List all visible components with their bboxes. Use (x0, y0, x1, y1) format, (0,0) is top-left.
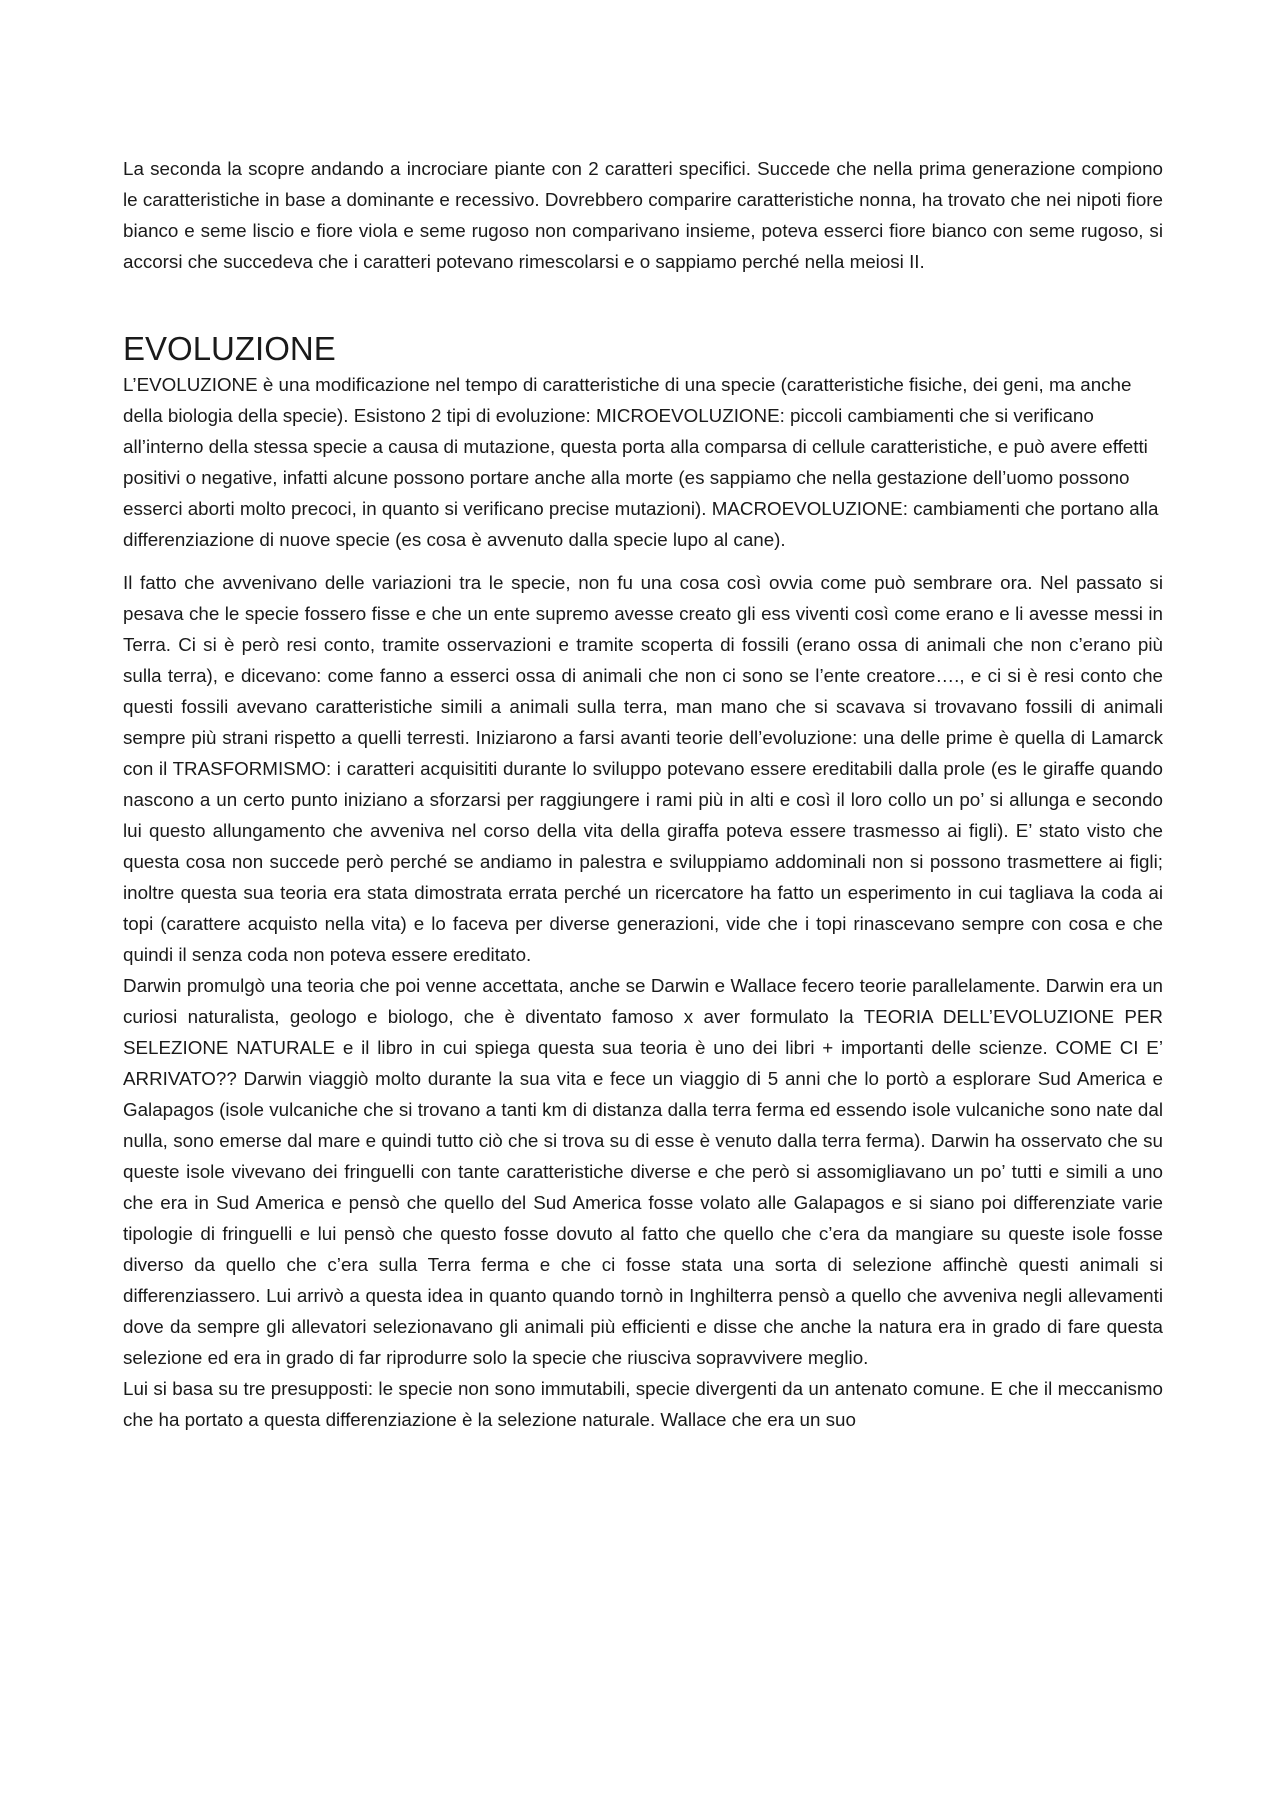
intro-paragraph: La seconda la scopre andando a incrociare piante con 2 caratteri specifici. Succede che nella prima generazione compiono le caratteristiche in base a dominante e recessivo. Dovrebbero comparire caratteristiche nonna, ha trovato che nei nipoti fiore bianco e seme liscio e fiore viola e seme rugoso non comparivano insieme, poteva esserci fiore bianco con seme rugoso, si accorsi che succedeva che i caratteri potevano rimescolarsi e o sappiamo perché nella meiosi II. (123, 158, 1163, 272)
document-body (123, 153, 1163, 1435)
darwin-paragraph: Darwin promulgò una teoria che poi venne accettata, anche se Darwin e Wallace fecero teorie parallelamente. Darwin era un curiosi naturalista, geologo e biologo, che è diventato famoso x aver formulato la TEORIA DELL’EVOLUZIONE PER SELEZIONE NATURALE e il libro in cui spiega questa sua teoria è uno dei libri + importanti delle scienze. COME CI E’ ARRIVATO?? Darwin viaggiò molto durante la sua vita e fece un viaggio di 5 anni che lo portò a esplorare Sud America e Galapagos (isole vulcaniche che si trovano a tanti km di distanza dalla terra ferma ed essendo isole vulcaniche sono nate dal nulla, sono emerse dal mare e quindi tutto ciò che si trova su di esse è venuto dalla terra ferma). Darwin ha osservato che su queste isole vivevano dei fringuelli con tante caratteristiche diverse e che però si assomigliavano un po’ tutti e simili a uno che era in Sud America e pensò che quello del Sud America fosse volato alle Galapagos e si siano poi differenziate varie tipologie di fringuelli e lui pensò che questo fosse dovuto al fatto che quello che c’era da mangiare su queste isole fosse diverso da quello che c’era sulla Terra ferma e che ci fosse stata una sorta di selezione affinchè questi animali si differenziassero. Lui arrivò a questa idea in quanto quando tornò in Inghilterra pensò a quello che avveniva negli allevamenti dove da sempre gli allevatori selezionavano gli animali più efficienti e disse che anche la natura era in grado di fare questa selezione ed era in grado di far riprodurre solo la specie che riusciva sopravvivere meglio. (123, 975, 1163, 1368)
section-title: EVOLUZIONE (123, 330, 336, 367)
history-paragraph: Il fatto che avvenivano delle variazioni tra le specie, non fu una cosa così ovvia come può sembrare ora. Nel passato si pesava che le specie fossero fisse e che un ente supremo avesse creato gli ess viventi così come erano e li avesse messi in Terra. Ci si è però resi conto, tramite osservazioni e tramite scoperta di fossili (erano ossa di animali che non c’erano più sulla terra), e dicevano: come fanno a esserci ossa di animali che non ci sono se l’ente creatore…., e ci si è resi conto che questi fossili avevano caratteristiche simili a animali sulla terra, man mano che si scavava si trovavano fossili di animali sempre più strani rispetto a quelli terresti. Iniziarono a farsi avanti teorie dell’evoluzione: una delle prime è quella di Lamarck con il TRASFORMISMO: i caratteri acquisititi durante lo sviluppo potevano essere ereditabili dalla prole (es le giraffe quando nascono a un certo punto iniziano a sforzarsi per raggiungere i rami più in alti e così il loro collo un po’ si allunga e secondo lui questo allungamento che avveniva nel corso della vita della giraffa poteva essere trasmesso ai figli). E’ stato visto che questa cosa non succede però perché se andiamo in palestra e sviluppiamo addominali non si possono trasmettere ai figli; inoltre questa sua teoria era stata dimostrata errata perché un ricercatore ha fatto un esperimento in cui tagliava la coda ai topi (carattere acquisto nella vita) e lo faceva per diverse generazioni, vide che i topi rinascevano sempre con cosa e che quindi il senza coda non poteva essere ereditato. (123, 572, 1163, 965)
assumptions-paragraph: Lui si basa su tre presupposti: le specie non sono immutabili, specie divergenti da un antenato comune. E che il meccanismo che ha portato a questa differenziazione è la selezione naturale. Wallace che era un suo (123, 1378, 1163, 1430)
evoluzione-definition-paragraph: L’EVOLUZIONE è una modificazione nel tempo di caratteristiche di una specie (caratteristiche fisiche, dei geni, ma anche della biologia della specie). Esistono 2 tipi di evoluzione: MICROEVOLUZIONE: piccoli cambiamenti che si verificano all’interno della stessa specie a causa di mutazione, questa porta alla comparsa di cellule caratteristiche, e può avere effetti positivi o negative, infatti alcune possono portare anche alla morte (es sappiamo che nella gestazione dell’uomo possono esserci aborti molto precoci, in quanto si verificano precise mutazioni). MACROEVOLUZIONE: cambiamenti che portano alla differenziazione di nuove specie (es cosa è avvenuto dalla specie lupo al cane). (123, 374, 1159, 550)
